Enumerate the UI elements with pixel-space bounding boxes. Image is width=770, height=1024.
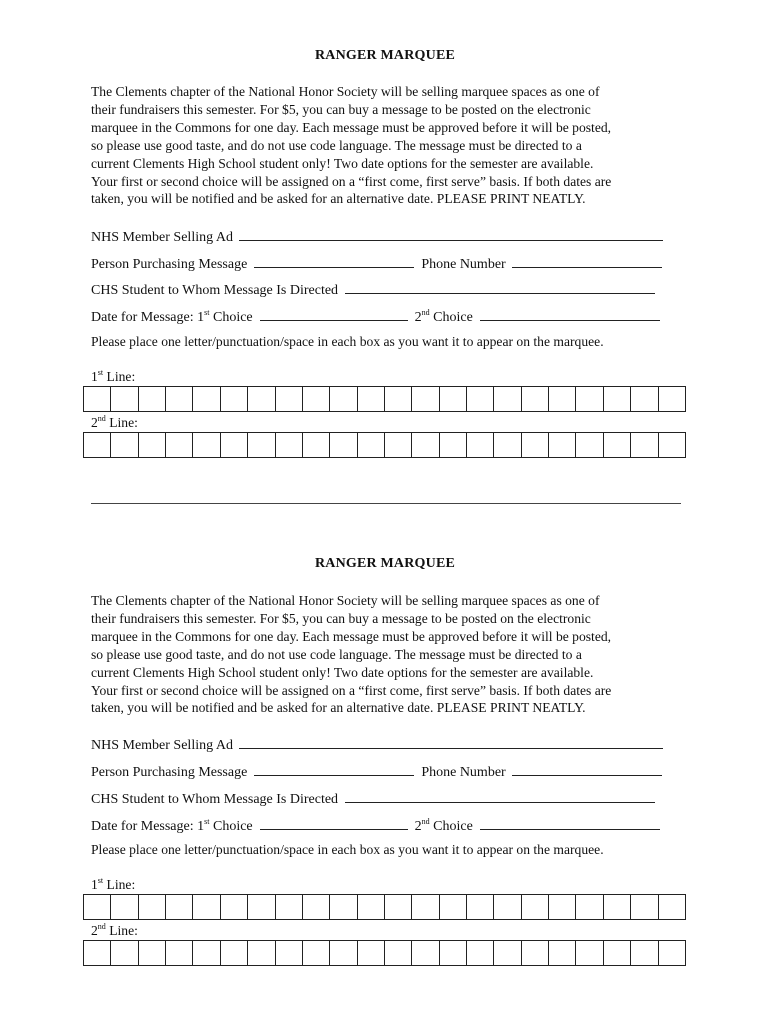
phone-label: Phone Number xyxy=(421,257,506,272)
letter-box[interactable] xyxy=(330,387,357,411)
letter-box[interactable] xyxy=(440,895,467,919)
person-purchasing-row xyxy=(91,254,662,273)
nhs-member-field[interactable] xyxy=(239,227,663,241)
letter-box[interactable] xyxy=(248,941,275,965)
person-purchasing-label: Person Purchasing Message xyxy=(91,257,248,272)
letter-box[interactable] xyxy=(549,941,576,965)
letter-box[interactable] xyxy=(604,387,631,411)
letter-box[interactable] xyxy=(467,941,494,965)
chs-student-row xyxy=(91,789,655,808)
letter-box[interactable] xyxy=(604,895,631,919)
nhs-member-label: NHS Member Selling Ad xyxy=(91,738,233,753)
letter-box[interactable] xyxy=(303,895,330,919)
line-2-letter-boxes[interactable] xyxy=(83,432,686,458)
letter-box[interactable] xyxy=(467,433,494,457)
letter-box[interactable] xyxy=(84,433,111,457)
date-row xyxy=(91,816,660,835)
letter-box[interactable] xyxy=(248,387,275,411)
letter-box[interactable] xyxy=(330,433,357,457)
chs-student-field[interactable] xyxy=(345,280,655,294)
letter-box[interactable] xyxy=(84,895,111,919)
letter-box[interactable] xyxy=(193,941,220,965)
person-purchasing-field[interactable] xyxy=(254,254,414,268)
letter-box[interactable] xyxy=(385,387,412,411)
letter-box[interactable] xyxy=(549,895,576,919)
letter-box[interactable] xyxy=(221,433,248,457)
letter-box[interactable] xyxy=(385,895,412,919)
chs-student-row xyxy=(91,280,655,299)
paragraph-line: marquee in the Commons for one day. Each message must be approved before it will be posted, xyxy=(91,628,612,644)
letter-box[interactable] xyxy=(276,387,303,411)
letter-box[interactable] xyxy=(494,433,521,457)
form-title: RANGER MARQUEE xyxy=(314,556,456,571)
letter-box[interactable] xyxy=(412,895,439,919)
line-1-label: 1st Line: xyxy=(91,876,136,892)
letter-box[interactable] xyxy=(385,433,412,457)
letter-box[interactable] xyxy=(522,941,549,965)
date-row xyxy=(91,307,660,326)
first-choice-field[interactable] xyxy=(260,307,408,321)
letter-box[interactable] xyxy=(576,941,603,965)
line-1-label: 1st Line: xyxy=(91,368,136,384)
form-description xyxy=(91,592,691,717)
first-choice-field[interactable] xyxy=(260,816,408,830)
second-choice-field[interactable] xyxy=(480,307,660,321)
paragraph-line: so please use good taste, and do not use code language. The message must be directed to a xyxy=(91,646,582,662)
chs-student-label: CHS Student to Whom Message Is Directed xyxy=(91,283,339,298)
letter-box[interactable] xyxy=(139,895,166,919)
letter-box[interactable] xyxy=(494,895,521,919)
letter-box[interactable] xyxy=(385,941,412,965)
nhs-member-field[interactable] xyxy=(239,735,663,749)
letter-box[interactable] xyxy=(631,433,658,457)
letter-box[interactable] xyxy=(84,941,111,965)
line-1-letter-boxes[interactable] xyxy=(83,894,686,920)
line-2-letter-boxes[interactable] xyxy=(83,940,686,966)
letter-box[interactable] xyxy=(412,941,439,965)
letter-box[interactable] xyxy=(576,433,603,457)
paragraph-line: taken, you will be notified and be asked for an alternative date. PLEASE PRINT NEATLY. xyxy=(91,700,586,716)
second-choice-field[interactable] xyxy=(480,816,660,830)
letter-box[interactable] xyxy=(522,895,549,919)
letter-box[interactable] xyxy=(139,941,166,965)
box-instruction: Please place one letter/punctuation/space in each box as you want it to appear on the marquee. xyxy=(91,334,604,349)
paragraph-line: current Clements High School student only! Two date options for the semester are available. xyxy=(91,664,594,680)
letter-box[interactable] xyxy=(166,433,193,457)
letter-box[interactable] xyxy=(522,433,549,457)
letter-box[interactable] xyxy=(248,895,275,919)
letter-box[interactable] xyxy=(193,433,220,457)
cut-line-divider xyxy=(91,503,681,504)
letter-box[interactable] xyxy=(549,387,576,411)
chs-student-label: CHS Student to Whom Message Is Directed xyxy=(91,792,339,807)
letter-box[interactable] xyxy=(522,387,549,411)
letter-box[interactable] xyxy=(330,895,357,919)
letter-box[interactable] xyxy=(358,941,385,965)
letter-box[interactable] xyxy=(440,433,467,457)
letter-box[interactable] xyxy=(221,941,248,965)
letter-box[interactable] xyxy=(248,433,275,457)
letter-box[interactable] xyxy=(139,387,166,411)
letter-box[interactable] xyxy=(221,387,248,411)
letter-box[interactable] xyxy=(303,941,330,965)
paragraph-line: taken, you will be notified and be asked for an alternative date. PLEASE PRINT NEATLY. xyxy=(91,191,586,207)
letter-box[interactable] xyxy=(494,387,521,411)
letter-box[interactable] xyxy=(494,941,521,965)
line-1-letter-boxes[interactable] xyxy=(83,386,686,412)
letter-box[interactable] xyxy=(111,387,138,411)
letter-box[interactable] xyxy=(659,895,685,919)
person-purchasing-field[interactable] xyxy=(254,762,414,776)
paragraph-line: The Clements chapter of the National Honor Society will be selling marquee spaces as one of xyxy=(91,593,600,608)
letter-box[interactable] xyxy=(631,895,658,919)
letter-box[interactable] xyxy=(111,433,138,457)
letter-box[interactable] xyxy=(358,895,385,919)
letter-box[interactable] xyxy=(276,941,303,965)
letter-box[interactable] xyxy=(166,895,193,919)
paragraph-line: The Clements chapter of the National Honor Society will be selling marquee spaces as one of xyxy=(91,84,600,99)
nhs-member-row xyxy=(91,735,663,754)
line-2-label: 2nd Line: xyxy=(91,414,138,430)
letter-box[interactable] xyxy=(193,895,220,919)
letter-box[interactable] xyxy=(303,433,330,457)
letter-box[interactable] xyxy=(330,941,357,965)
date-label: Date for Message: 1st Choice xyxy=(91,308,253,325)
date-label: Date for Message: 1st Choice xyxy=(91,817,253,834)
letter-box[interactable] xyxy=(139,433,166,457)
letter-box[interactable] xyxy=(358,433,385,457)
letter-box[interactable] xyxy=(659,941,685,965)
letter-box[interactable] xyxy=(631,387,658,411)
letter-box[interactable] xyxy=(276,895,303,919)
letter-box[interactable] xyxy=(659,387,685,411)
paragraph-line: Your first or second choice will be assigned on a “first come, first serve” basis. If both dates are xyxy=(91,682,612,698)
letter-box[interactable] xyxy=(631,941,658,965)
person-purchasing-row xyxy=(91,762,662,781)
letter-box[interactable] xyxy=(576,387,603,411)
letter-box[interactable] xyxy=(440,387,467,411)
paragraph-line: their fundraisers this semester. For $5, you can buy a message to be posted on the electronic xyxy=(91,610,591,626)
letter-box[interactable] xyxy=(303,387,330,411)
letter-box[interactable] xyxy=(440,941,467,965)
nhs-member-label: NHS Member Selling Ad xyxy=(91,230,233,245)
form-description xyxy=(91,83,691,208)
letter-box[interactable] xyxy=(166,387,193,411)
letter-box[interactable] xyxy=(467,387,494,411)
person-purchasing-label: Person Purchasing Message xyxy=(91,765,248,780)
letter-box[interactable] xyxy=(549,433,576,457)
paragraph-line: their fundraisers this semester. For $5, you can buy a message to be posted on the electronic xyxy=(91,101,591,117)
letter-box[interactable] xyxy=(604,941,631,965)
second-choice-label: 2nd Choice xyxy=(414,817,473,834)
letter-box[interactable] xyxy=(221,895,248,919)
paragraph-line: marquee in the Commons for one day. Each message must be approved before it will be posted, xyxy=(91,119,612,135)
line-2-label: 2nd Line: xyxy=(91,922,138,938)
phone-label: Phone Number xyxy=(421,765,506,780)
letter-box[interactable] xyxy=(467,895,494,919)
letter-box[interactable] xyxy=(111,941,138,965)
paragraph-line: so please use good taste, and do not use code language. The message must be directed to a xyxy=(91,137,582,153)
second-choice-label: 2nd Choice xyxy=(414,308,473,325)
letter-box[interactable] xyxy=(111,895,138,919)
chs-student-field[interactable] xyxy=(345,789,655,803)
letter-box[interactable] xyxy=(276,433,303,457)
letter-box[interactable] xyxy=(166,941,193,965)
letter-box[interactable] xyxy=(84,387,111,411)
form-title: RANGER MARQUEE xyxy=(314,48,456,63)
letter-box[interactable] xyxy=(358,387,385,411)
paragraph-line: Your first or second choice will be assigned on a “first come, first serve” basis. If both dates are xyxy=(91,173,612,189)
phone-field[interactable] xyxy=(512,762,662,776)
letter-box[interactable] xyxy=(412,433,439,457)
letter-box[interactable] xyxy=(604,433,631,457)
letter-box[interactable] xyxy=(412,387,439,411)
letter-box[interactable] xyxy=(193,387,220,411)
phone-field[interactable] xyxy=(512,254,662,268)
nhs-member-row xyxy=(91,227,663,246)
letter-box[interactable] xyxy=(659,433,685,457)
box-instruction: Please place one letter/punctuation/space in each box as you want it to appear on the marquee. xyxy=(91,842,604,857)
letter-box[interactable] xyxy=(576,895,603,919)
paragraph-line: current Clements High School student only! Two date options for the semester are available. xyxy=(91,155,594,171)
